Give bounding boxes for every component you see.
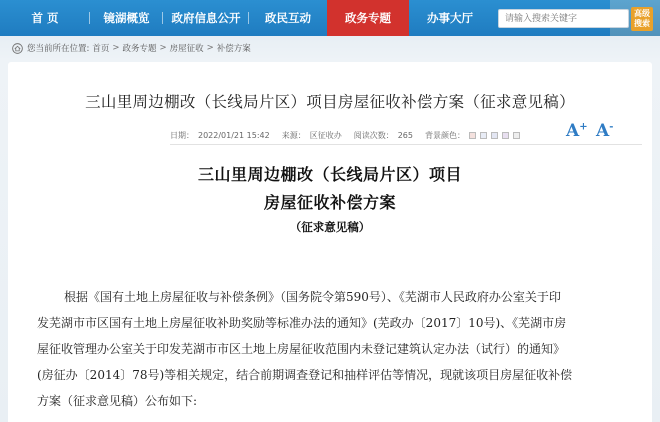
font-smaller-button[interactable] [596, 121, 613, 141]
subheading: （征求意见稿） [289, 220, 371, 234]
search-button-line2: 搜索 [634, 19, 650, 28]
body-line: 方案（征求意见稿）公布如下: [37, 394, 198, 408]
font-larger-button[interactable] [566, 121, 588, 141]
search-button-line1: 高级 [634, 9, 650, 18]
breadcrumb-separator: > [206, 43, 214, 53]
breadcrumb-separator: > [112, 43, 120, 53]
body-line: 发芜湖市市区国有土地上房屋征收补助奖励等标准办法的通知》(芜政办〔2017〕10号)、《芜湖市房 [37, 316, 567, 330]
search-input[interactable] [498, 9, 629, 28]
bg-color-label: 背景颜色： [425, 131, 465, 140]
body-line: 根据《国有土地上房屋征收与补偿条例》（国务院令第590号）、《芜湖市人民政府办公室关于印 [64, 290, 561, 304]
article-title: 三山里周边棚改（长线局片区）项目房屋征收补偿方案（征求意见稿） [85, 93, 575, 111]
breadcrumb-compensation[interactable]: 补偿方案 [216, 44, 251, 54]
meta-divider [170, 144, 642, 145]
nav-item-home[interactable]: 首 页 [0, 0, 90, 36]
nav-item-service-hall[interactable]: 办事大厅 [427, 11, 473, 25]
body-line: 屋征收管理办公室关于印发芜湖市市区土地上房屋征收范围内未登记建筑认定办法（试行）的通知》 [37, 342, 566, 356]
views-value: 265 [397, 131, 413, 140]
source-value: 区征收办 [309, 131, 342, 140]
source-label: 来源： [281, 131, 306, 140]
font-larger-mark: + [579, 121, 588, 133]
bg-color-swatch[interactable] [469, 132, 476, 139]
views-label: 阅读次数： [353, 131, 394, 140]
breadcrumb-expropriation[interactable]: 房屋征收 [169, 44, 204, 54]
article-meta [170, 130, 524, 141]
nav-item-topics[interactable]: 政务专题 [327, 0, 409, 36]
font-smaller-mark: - [609, 121, 614, 133]
nav-item-overview[interactable]: 镜湖概览 [90, 0, 163, 36]
bg-color-swatch[interactable] [491, 132, 498, 139]
font-larger-letter: A [566, 121, 580, 141]
breadcrumb-separator: > [159, 43, 167, 53]
location-icon [12, 43, 23, 54]
breadcrumb-topics[interactable]: 政务专题 [122, 44, 157, 54]
bg-color-swatch[interactable] [502, 132, 509, 139]
breadcrumb [12, 41, 251, 55]
font-smaller-letter: A [596, 121, 610, 141]
date-value: 2022/01/21 15:42 [198, 131, 270, 140]
body-line: (房征办〔2014〕78号)等相关规定，结合前期调查登记和抽样评估等情况，现就该项目房屋征收补偿 [37, 368, 573, 382]
nav-item-gov-info[interactable]: 政府信息公开 [163, 0, 249, 36]
bg-color-swatch[interactable] [513, 132, 520, 139]
date-label: 日期： [170, 131, 194, 140]
heading-line1: 三山里周边棚改（长线局片区）项目 [197, 165, 462, 184]
advanced-search-button[interactable] [631, 7, 653, 31]
bg-color-swatch[interactable] [480, 132, 487, 139]
breadcrumb-home[interactable]: 首页 [92, 44, 110, 54]
heading-line2: 房屋征收补偿方案 [263, 193, 396, 212]
breadcrumb-prefix: 您当前所在位置: [27, 44, 90, 54]
nav-item-interaction[interactable]: 政民互动 [265, 11, 311, 25]
